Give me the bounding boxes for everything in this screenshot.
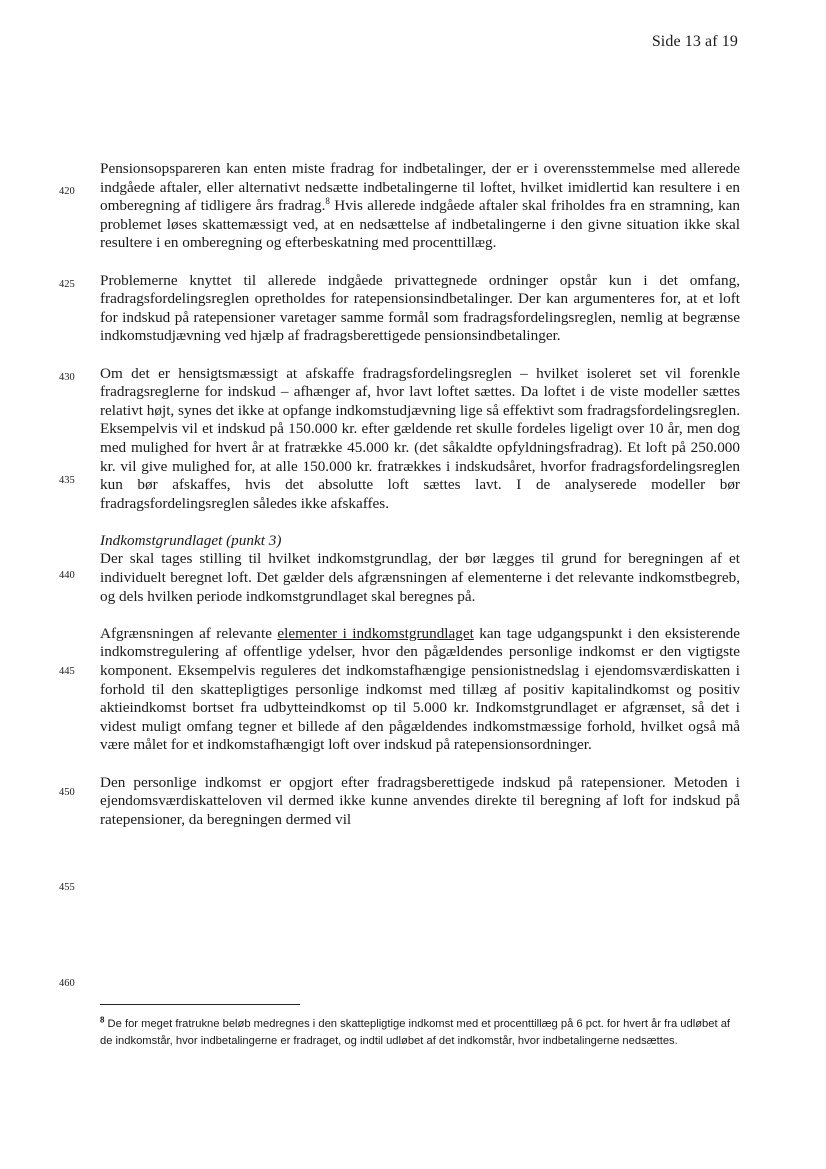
- line-number: 435: [59, 475, 75, 486]
- line-number: 440: [59, 570, 75, 581]
- line-number: 420: [59, 186, 75, 197]
- underlined-term-link[interactable]: elementer i indkomstgrundlaget: [277, 624, 474, 642]
- paragraph-5-rest: kan tage udgangspunkt i den eksisterende indkomstregulering af offentlige ydelser, hvor den pågældendes personlige indkomst er den vigtigste komponent. Eksempelvis reguleres det indkomstafhængige pensionistnedslag i ejendomsværdiskatten i forhold til den skattepligtiges personlige indkomst med tillæg af positiv kapitalindkomst og positiv aktieindkomst bortset fra udbytteindkomst op til 5.000 kr. Indkomstgrundlaget er afgrænset, så det i videst muligt omfang tegner et billede af den pågældendes indkomstmæssige forhold, hvilket også må være målet for et indkomstafhængigt loft over indskud på ratepensionsordninger.: [100, 624, 740, 754]
- section-subheading: Indkomstgrundlaget (punkt 3): [100, 531, 282, 549]
- paragraph-4: Der skal tages stilling til hvilket indkomstgrundlag, der bør lægges til grund for beregningen af et individuelt beregnet loft. Det gælder dels afgrænsningen af elementerne i det relevante indkomstbegreb, og dels hvilken periode indkomstgrundlaget skal beregnes på.: [100, 550, 740, 605]
- line-number: 445: [59, 666, 75, 677]
- paragraph-1: [100, 160, 740, 253]
- line-number: 460: [59, 978, 75, 989]
- document-body: [100, 160, 740, 829]
- line-number: 450: [59, 787, 75, 798]
- paragraph-3: Om det er hensigtsmæssigt at afskaffe fradragsfordelingsreglen – hvilket isoleret set vil forenkle fradragsreglerne for indskud – afhænger af, hvor lavt loftet sættes. Da loftet i de viste modeller sættes relativt højt, synes det ikke at opfange indkomstudjævning lige så effektivt som fradragsfordelingsreglen. Eksempelvis vil et indskud på 150.000 kr. efter gældende ret skulle fordeles ligeligt over 10 år, men dog med mulighed for hvert år at fratrække 45.000 kr. (det såkaldte opfyldningsfradrag). Et loft på 250.000 kr. vil give mulighed for, at alle 150.000 kr. fratrækkes i indskudsåret, hvorfor fradragsfordelingsreglen kun bør afskaffes, hvis det absolutte loft sættes lavt. I de analyserede modeller bør fradragsfordelingsreglen således ikke afskaffes.: [100, 364, 740, 512]
- footnote: [100, 1016, 740, 1049]
- paragraph-5: [100, 625, 740, 755]
- line-number: 430: [59, 372, 75, 383]
- paragraph-1-text: Pensionsopspareren kan enten miste fradrag for indbetalinger, der er i overensstemmelse med allerede indgåede aftaler, eller alternativt nedsætte indbetalingerne til loftet, hvilket imidlertid kan resultere i en omberegning af tidligere års fradrag.: [100, 160, 740, 215]
- footnote-text: De for meget fratrukne beløb medregnes i den skattepligtige indkomst med et procenttillæg på 6 pct. for hvert år fra udløbet af de indkomstår, hvor indbetalingerne er fradraget, og indtil udløbet af det indkomstår, hvor indbetalingerne nedsættes.: [100, 1018, 731, 1047]
- footnote-divider: [100, 1004, 300, 1005]
- footnote-mark: 8: [100, 1015, 105, 1025]
- page-number: Side 13 af 19: [651, 33, 738, 50]
- paragraph-5-start: Afgrænsningen af relevante: [100, 624, 278, 642]
- line-number: 455: [59, 882, 75, 893]
- paragraph-1-continuation: Hvis allerede indgåede aftaler skal friholdes fra en stramning, kan problemet løses skattemæssigt ved, at en nedsættelse af indbetalingerne i den givne situation ikke skal resultere i en omberegning og efterbeskatning med procenttillæg.: [100, 197, 741, 252]
- paragraph-2: Problemerne knyttet til allerede indgåede privattegnede ordninger opstår kun i det omfang, fradragsfordelingsreglen opretholdes for ratepensionsindbetalinger. Der kan argumenteres for, at et loft for indskud på ratepensioner varetager samme formål som fradragsfordelingsreglen, nemlig at begrænse indkomstudjævning ved hjælp af fradragsberettigede pensionsindbetalinger.: [100, 271, 740, 345]
- paragraph-6: Den personlige indkomst er opgjort efter fradragsberettigede indskud på ratepensioner. Metoden i ejendomsværdiskatteloven vil dermed ikke kunne anvendes direkte til beregning af loft for indskud på ratepensioner, da beregningen dermed vil: [100, 773, 740, 828]
- footnote-reference[interactable]: 8: [325, 196, 330, 207]
- line-number: 425: [59, 279, 75, 290]
